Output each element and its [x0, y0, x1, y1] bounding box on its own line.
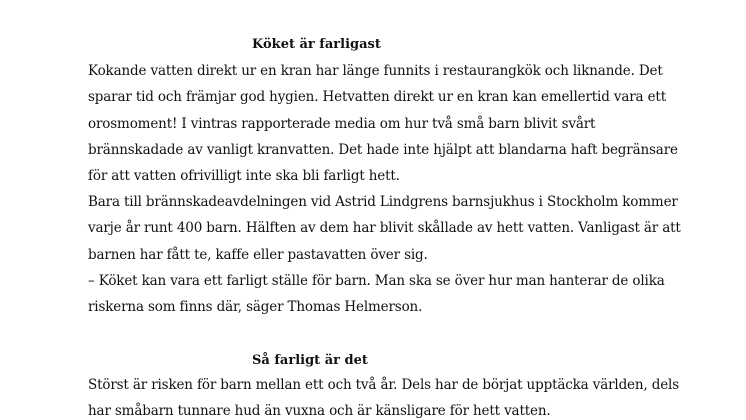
paragraph-line: Bara till brännskadeavdelningen vid Astrid Lindgrens barnsjukhus i Stockholm kommer	[88, 194, 678, 210]
paragraph-line: sparar tid och främjar god hygien. Hetvatten direkt ur en kran kan emellertid vara ett	[88, 89, 666, 105]
paragraph-line: Kokande vatten direkt ur en kran har länge funnits i restaurangkök och liknande. Det	[88, 63, 663, 79]
paragraph-line: barnen har fått te, kaffe eller pastavatten över sig.	[88, 247, 428, 263]
paragraph-line: Störst är risken för barn mellan ett och två år. Dels har de börjat upptäcka världen, dels	[88, 377, 680, 393]
section-heading-sa-farligt: Så farligt är det	[252, 353, 368, 368]
section-heading-koket: Köket är farligast	[252, 37, 381, 52]
quote-line: riskerna som finns där, säger Thomas Helmerson.	[88, 299, 423, 315]
paragraph-line: för att vatten ofrivilligt inte ska bli farligt hett.	[88, 168, 400, 184]
paragraph-line: brännskadade av vanligt kranvatten. Det hade inte hjälpt att blandarna haft begränsare	[88, 142, 678, 158]
paragraph-line: orosmoment! I vintras rapporterade media om hur två små barn blivit svårt	[88, 116, 596, 132]
paragraph-line: varje år runt 400 barn. Hälften av dem har blivit skållade av hett vatten. Vanligast är att	[88, 220, 681, 236]
paragraph-line: har småbarn tunnare hud än vuxna och är känsligare för hett vatten.	[88, 403, 551, 419]
quote-line: – Köket kan vara ett farligt ställe för barn. Man ska se över hur man hanterar de olika	[88, 273, 665, 289]
